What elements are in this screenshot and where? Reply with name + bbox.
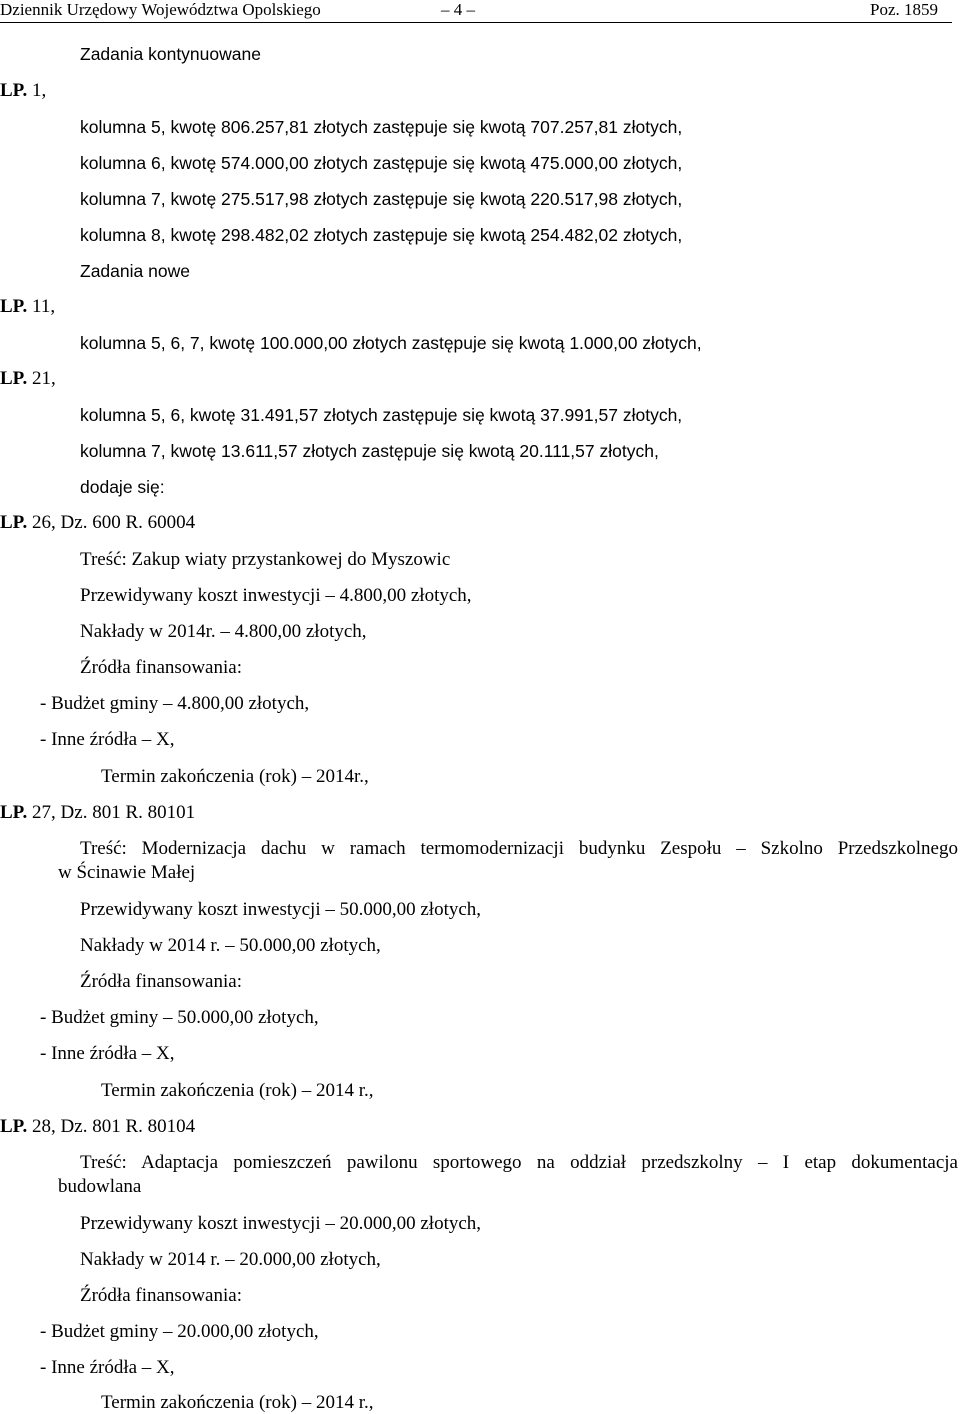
entry-description: Treść: Modernizacja dachu w ramach termomodernizacji budynku Zespołu – Szkolno Przedszkolnego [80, 838, 958, 859]
lp-28-label: LP. 28, Dz. 801 R. 80104 [0, 1116, 196, 1137]
entry-other-sources: - Inne źródła – X, [40, 729, 175, 750]
entry-cost: Przewidywany koszt inwestycji – 20.000,00 złotych, [80, 1213, 482, 1234]
entry-outlays: Nakłady w 2014 r. – 50.000,00 złotych, [80, 935, 381, 956]
entry-completion-date: Termin zakończenia (rok) – 2014r., [101, 766, 369, 787]
entry-description-continued: w Ścinawie Małej [58, 862, 196, 883]
entry-description-continued: budowlana [58, 1176, 142, 1197]
entry-municipal-budget: - Budżet gminy – 4.800,00 złotych, [40, 693, 310, 714]
entry-description: Treść: Adaptacja pomieszczeń pawilonu sportowego na oddział przedszkolny – I etap dokumentacja [80, 1152, 958, 1173]
entry-other-sources: - Inne źródła – X, [40, 1357, 175, 1378]
entry-funding-sources: Źródła finansowania: [80, 971, 242, 992]
heading-continued-tasks: Zadania kontynuowane [80, 44, 261, 64]
entry-completion-date: Termin zakończenia (rok) – 2014 r., [101, 1392, 374, 1413]
lp-26-label: LP. 26, Dz. 600 R. 60004 [0, 512, 196, 533]
entry-municipal-budget: - Budżet gminy – 20.000,00 złotych, [40, 1321, 319, 1342]
entry-cost: Przewidywany koszt inwestycji – 50.000,00 złotych, [80, 899, 482, 920]
entry-outlays: Nakłady w 2014 r. – 20.000,00 złotych, [80, 1249, 381, 1270]
entry-funding-sources: Źródła finansowania: [80, 657, 242, 678]
lp-21-line: kolumna 7, kwotę 13.611,57 złotych zastępuje się kwotą 20.111,57 złotych, [80, 441, 659, 461]
entry-completion-date: Termin zakończenia (rok) – 2014 r., [101, 1080, 374, 1101]
entry-description: Treść: Zakup wiaty przystankowej do Myszowic [80, 549, 451, 570]
lp-1-line: kolumna 7, kwotę 275.517,98 złotych zastępuje się kwotą 220.517,98 złotych, [80, 189, 683, 209]
lp-11-line: kolumna 5, 6, 7, kwotę 100.000,00 złotych zastępuje się kwotą 1.000,00 złotych, [80, 333, 702, 353]
entry-cost: Przewidywany koszt inwestycji – 4.800,00 złotych, [80, 585, 472, 606]
lp-1-line: kolumna 8, kwotę 298.482,02 złotych zastępuje się kwotą 254.482,02 złotych, [80, 225, 683, 245]
heading-new-tasks: Zadania nowe [80, 261, 190, 281]
lp-27-label: LP. 27, Dz. 801 R. 80101 [0, 802, 196, 823]
lp-21-label: LP. 21, [0, 368, 56, 389]
lp-21-line: kolumna 5, 6, kwotę 31.491,57 złotych zastępuje się kwotą 37.991,57 złotych, [80, 405, 683, 425]
entry-outlays: Nakłady w 2014r. – 4.800,00 złotych, [80, 621, 367, 642]
position-number: Poz. 1859 [870, 0, 938, 19]
lp-11-label: LP. 11, [0, 296, 56, 317]
lp-1-label: LP. 1, [0, 80, 47, 101]
page-number: – 4 – [441, 0, 475, 19]
entry-funding-sources: Źródła finansowania: [80, 1285, 242, 1306]
lp-1-line: kolumna 5, kwotę 806.257,81 złotych zastępuje się kwotą 707.257,81 złotych, [80, 117, 683, 137]
page-header [0, 0, 952, 23]
lp-1-line: kolumna 6, kwotę 574.000,00 złotych zastępuje się kwotą 475.000,00 złotych, [80, 153, 683, 173]
journal-title: Dziennik Urzędowy Województwa Opolskiego [0, 0, 321, 19]
entry-municipal-budget: - Budżet gminy – 50.000,00 złotych, [40, 1007, 319, 1028]
adds-label: dodaje się: [80, 477, 165, 497]
entry-other-sources: - Inne źródła – X, [40, 1043, 175, 1064]
